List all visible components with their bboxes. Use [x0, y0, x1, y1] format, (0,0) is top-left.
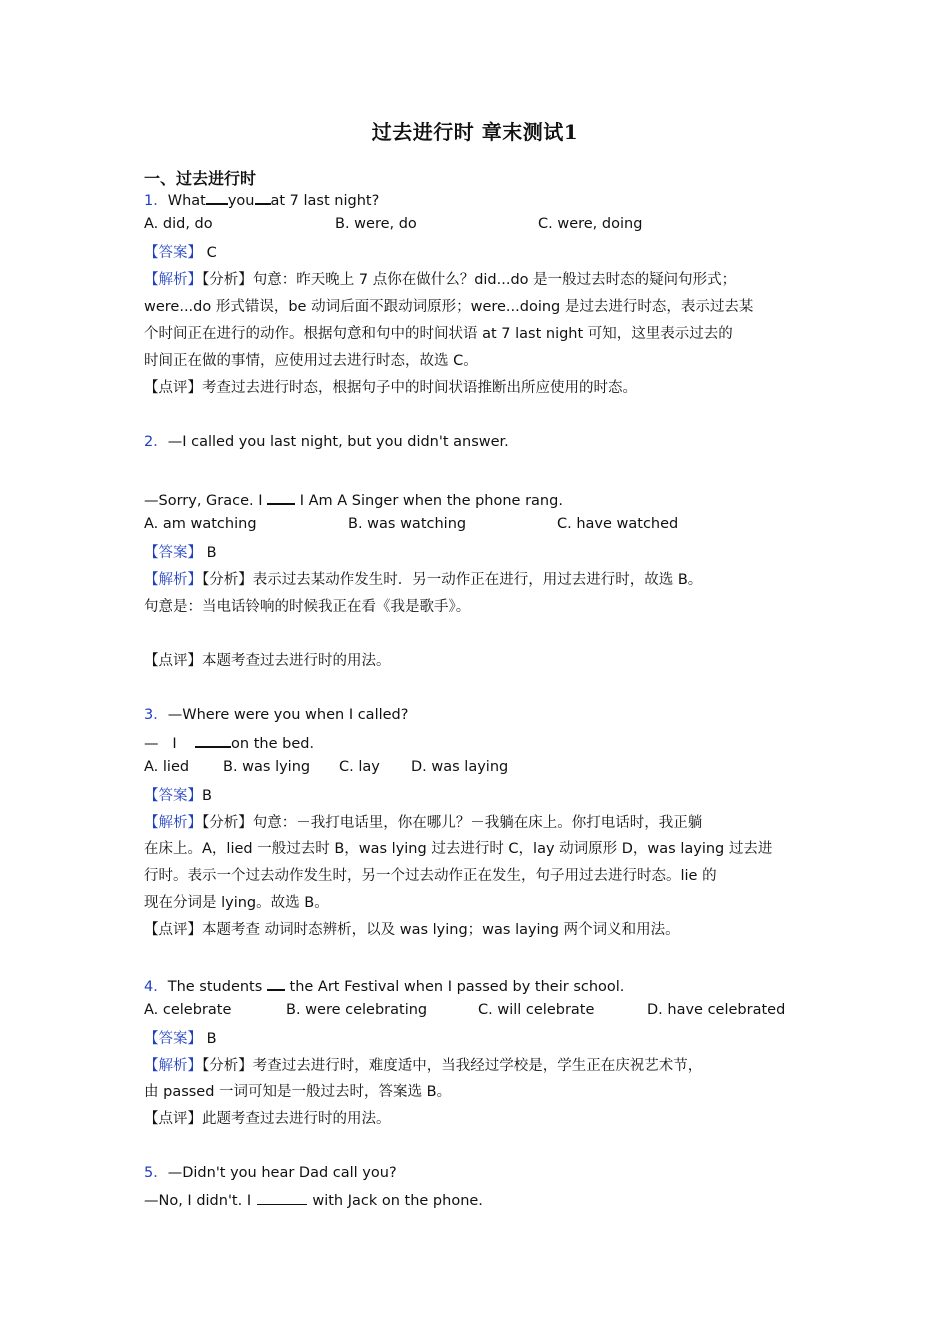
analysis-line: 在床上。A，lied 一般过去时 B，was lying 过去进行时 C，lay 动词原形 D，was laying 过去进: [144, 841, 773, 857]
analysis-tag: 【解析】: [144, 1058, 202, 1074]
blank: [257, 1190, 307, 1205]
option-d: D. was laying: [411, 759, 509, 775]
analysis-line: 【解析】【分析】表示过去某动作发生时．另一动作正在进行，用过去进行时，故选 B。: [144, 572, 703, 588]
section-heading: 一、过去进行时: [144, 169, 257, 188]
answer-tag: 【答案】: [144, 788, 202, 804]
question-3-reply: — I on the bed．: [144, 732, 324, 754]
answer-line: [144, 1029, 217, 1049]
analysis-line: were...do 形式错误，be 动词后面不跟动词原形；were...doing 是过去进行时态，表示过去某: [144, 299, 754, 315]
answer-line: [144, 786, 212, 806]
answer-value: C: [206, 245, 217, 261]
analysis-line: 个时间正在进行的动作。根据句意和句中的时间状语 at 7 last night 可知，这里表示过去的: [144, 326, 733, 342]
question-1-stem: 1．What you at 7 last night?: [144, 189, 379, 211]
analysis-line: 时间正在做的事情，应使用过去进行时态，故选 C。: [144, 353, 478, 369]
analysis-line: 句意是：当电话铃响的时候我正在看《我是歌手》。: [144, 599, 471, 615]
option-b: B. were, do: [335, 216, 417, 232]
option-c: C. were, doing: [538, 216, 643, 232]
question-number: 2．: [144, 434, 168, 450]
answer-value: B: [202, 788, 212, 804]
analysis-line: 由 passed 一词可知是一般过去时，答案选 B。: [144, 1084, 452, 1100]
blank: [267, 489, 295, 505]
analysis-tag: 【解析】: [144, 272, 202, 288]
option-a: A. did, do: [144, 216, 213, 232]
answer-value: B: [206, 1031, 217, 1047]
option-a: A. lied: [144, 759, 190, 775]
comment-line: 【点评】考查过去进行时态，根据句子中的时间状语推断出所应使用的时态。: [144, 380, 637, 396]
answer-line: [144, 243, 217, 263]
option-a: A. am watching: [144, 516, 257, 532]
question-number: 5．: [144, 1165, 168, 1181]
blank: [255, 189, 271, 205]
question-2-reply: —Sorry, Grace. I I Am A Singer when the phone rang.: [144, 489, 563, 511]
question-5-stem: 5．—Didn't you hear Dad call you?: [144, 1165, 397, 1181]
option-b: B. was watching: [348, 516, 467, 532]
option-c: C. will celebrate: [478, 1002, 595, 1018]
blank: [267, 975, 285, 991]
analysis-line: 【解析】【分析】句意：－我打电话里，你在哪儿？－我躺在床上。你打电话时，我正躺: [144, 815, 703, 831]
question-2-stem: 2．—I called you last night, but you didn't answer.: [144, 434, 509, 450]
answer-tag: 【答案】: [144, 245, 202, 261]
option-d: D. have celebrated: [647, 1002, 786, 1018]
comment-line: 【点评】本题考查过去进行时的用法。: [144, 653, 391, 669]
option-c: C. have watched: [557, 516, 679, 532]
analysis-line: 【解析】【分析】句意：昨天晚上 7 点你在做什么？did...do 是一般过去时态的疑问句形式；: [144, 272, 737, 288]
option-b: B. were celebrating: [286, 1002, 428, 1018]
answer-tag: 【答案】: [144, 1031, 202, 1047]
answer-tag: 【答案】: [144, 545, 202, 561]
page-title: 过去进行时 章末测试1: [371, 120, 579, 144]
analysis-line: 行时。表示一个过去动作发生时，另一个过去动作正在发生，句子用过去进行时态。lie 的: [144, 868, 717, 884]
option-a: A. celebrate: [144, 1002, 232, 1018]
analysis-tag: 【解析】: [144, 815, 202, 831]
answer-line: [144, 543, 217, 563]
question-5-reply: —No, I didn't. I with Jack on the phone.: [144, 1190, 483, 1211]
question-3-stem: 3．—Where were you when I called?: [144, 707, 409, 723]
question-number: 4．: [144, 979, 168, 995]
answer-value: B: [206, 545, 217, 561]
question-number: 1．: [144, 193, 168, 209]
comment-line: 【点评】此题考查过去进行时的用法。: [144, 1111, 391, 1127]
option-c: C. lay: [339, 759, 380, 775]
analysis-line: 现在分词是 lying。故选 B。: [144, 895, 329, 911]
analysis-tag: 【解析】: [144, 572, 202, 588]
blank: [195, 732, 231, 748]
option-b: B. was lying: [223, 759, 311, 775]
comment-line: 【点评】本题考查 动词时态辨析，以及 was lying；was laying 两个词义和用法。: [144, 922, 680, 938]
question-number: 3．: [144, 707, 168, 723]
analysis-line: 【解析】【分析】考查过去进行时，难度适中，当我经过学校是，学生正在庆祝艺术节，: [144, 1058, 703, 1074]
question-4-stem: 4．The students the Art Festival when I passed by their school.: [144, 975, 624, 997]
blank: [206, 189, 228, 205]
